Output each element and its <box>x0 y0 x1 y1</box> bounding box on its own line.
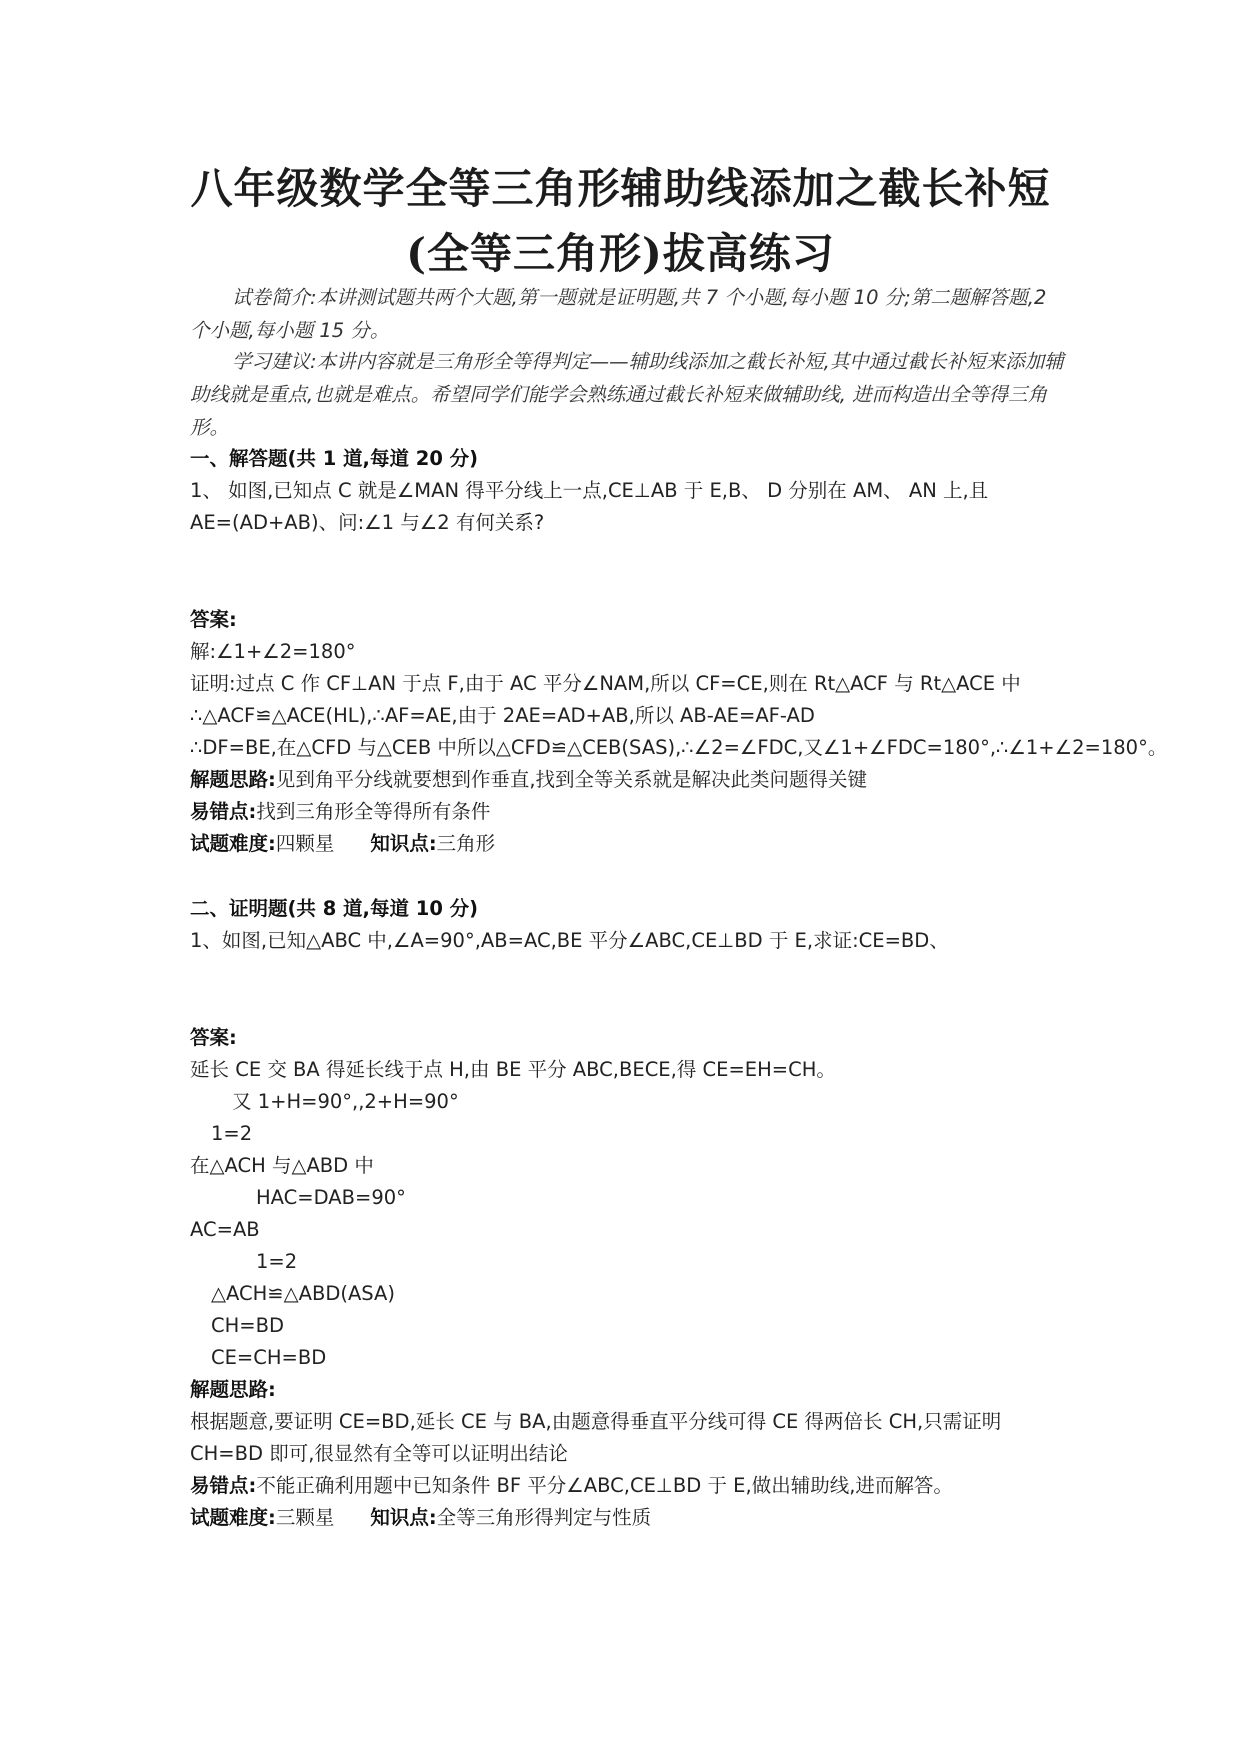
difficulty-label: 试题难度: <box>190 1506 276 1529</box>
section1-approach <box>190 766 867 794</box>
approach-label: 解题思路: <box>190 768 276 791</box>
section1-answer-line: 证明:过点 C 作 CF⊥AN 于点 F,由于 AC 平分∠NAM,所以 CF=CE,则在 Rt△ACF 与 Rt△ACE 中 <box>190 672 1021 695</box>
knowledge-label: 知识点: <box>370 832 437 855</box>
section1-answer-line: ∴DF=BE,在△CFD 与△CEB 中所以△CFD≌△CEB(SAS),∴∠2=∠FDC,又∠1+∠FDC=180°,∴∠1+∠2=180°。 <box>190 736 1168 759</box>
section1-question-line2: AE=(AD+AB)、问:∠1 与∠2 有何关系? <box>190 511 545 534</box>
section2-heading: 二、证明题(共 8 道,每道 10 分) <box>190 897 479 920</box>
section2-meta <box>190 1504 651 1532</box>
knowledge-text: 三角形 <box>436 832 496 855</box>
suggestion-paragraph: 学习建议:本讲内容就是三角形全等得判定——辅助线添加之截长补短,其中通过截长补短来添加辅助线就是重点,也就是难点。希望同学们能学会熟练通过截长补短来做辅助线, 进而构造出全等得三角形。 <box>190 350 1064 439</box>
section1-meta <box>190 830 495 858</box>
section2-approach-line2: CH=BD 即可,很显然有全等可以证明出结论 <box>190 1442 568 1465</box>
section1-answer-line: ∴△ACF≌△ACE(HL),∴AF=AE,由于 2AE=AD+AB,所以 AB-AE=AF-AD <box>190 704 815 727</box>
section2-answer-line: 1=2 <box>256 1250 298 1273</box>
pitfall-label: 易错点: <box>190 1474 257 1497</box>
document-title-line2: (全等三角形)拔高练习 <box>406 229 835 278</box>
section1-question-line1: 1、 如图,已知点 C 就是∠MAN 得平分线上一点,CE⊥AB 于 E,B、 D 分别在 AM、 AN 上,且 <box>190 479 989 502</box>
difficulty-text: 三颗星 <box>275 1506 335 1529</box>
section2-answer-line: CE=CH=BD <box>211 1346 327 1369</box>
section2-answer-label: 答案: <box>190 1026 237 1049</box>
section2-answer-line: AC=AB <box>190 1218 260 1241</box>
section2-answer-line: 延长 CE 交 BA 得延长线于点 H,由 BE 平分 ABC,BECE,得 CE=EH=CH。 <box>190 1058 836 1081</box>
section2-answer-line: CH=BD <box>211 1314 285 1337</box>
section2-answer-line: 1=2 <box>211 1122 253 1145</box>
section1-heading: 一、解答题(共 1 道,每道 20 分) <box>190 447 479 470</box>
document-title-line1: 八年级数学全等三角形辅助线添加之截长补短 <box>190 164 1051 213</box>
knowledge-label: 知识点: <box>370 1506 437 1529</box>
section1-answer-line: 解:∠1+∠2=180° <box>190 640 356 663</box>
section1-pitfall <box>190 798 490 826</box>
section2-answer-line: 又 1+H=90°,,2+H=90° <box>232 1090 459 1113</box>
section2-approach-line1: 根据题意,要证明 CE=BD,延长 CE 与 BA,由题意得垂直平分线可得 CE 得两倍长 CH,只需证明 <box>190 1410 1002 1433</box>
difficulty-text: 四颗星 <box>275 832 335 855</box>
knowledge-text: 全等三角形得判定与性质 <box>436 1506 652 1529</box>
section2-pitfall <box>190 1472 953 1500</box>
section2-approach-label: 解题思路: <box>190 1378 276 1401</box>
pitfall-text: 找到三角形全等得所有条件 <box>256 800 491 823</box>
section2-answer-line: HAC=DAB=90° <box>256 1186 406 1209</box>
pitfall-label: 易错点: <box>190 800 257 823</box>
section2-answer-line: △ACH≌△ABD(ASA) <box>211 1282 395 1305</box>
pitfall-text: 不能正确利用题中已知条件 BF 平分∠ABC,CE⊥BD 于 E,做出辅助线,进而解答。 <box>256 1474 953 1497</box>
intro-paragraph: 试卷简介:本讲测试题共两个大题,第一题就是证明题,共 7 个小题,每小题 10 分;第二题解答题,2 个小题,每小题 15 分。 <box>190 286 1047 342</box>
difficulty-label: 试题难度: <box>190 832 276 855</box>
section1-answer-label: 答案: <box>190 608 237 631</box>
section2-question-line1: 1、如图,已知△ABC 中,∠A=90°,AB=AC,BE 平分∠ABC,CE⊥BD 于 E,求证:CE=BD、 <box>190 929 949 952</box>
approach-text: 见到角平分线就要想到作垂直,找到全等关系就是解决此类问题得关键 <box>275 768 868 791</box>
section2-answer-line: 在△ACH 与△ABD 中 <box>190 1154 374 1177</box>
